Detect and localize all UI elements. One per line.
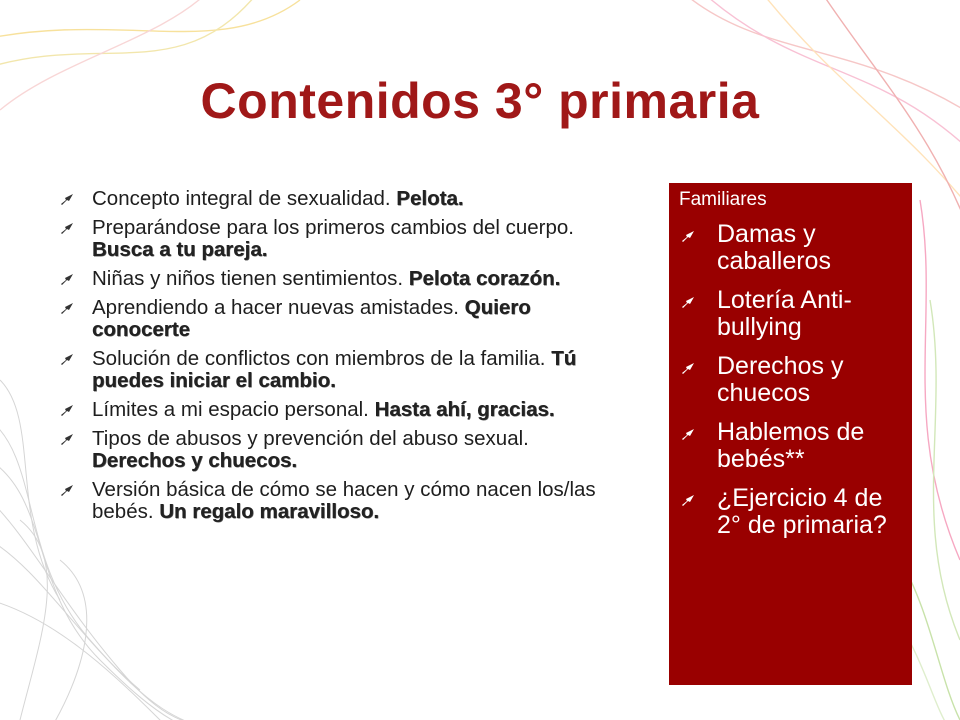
arrow-bullet-icon [681,230,695,242]
content-item [60,217,620,261]
sidebar-item [677,485,907,539]
content-item-text: Preparándose para los primeros cambios del cuerpo. [92,216,575,239]
content-item-activity: Pelota. [396,187,464,210]
sidebar-item [677,221,907,275]
arrow-bullet-icon [60,193,74,205]
content-item-text: Solución de conflictos con miembros de la familia. [92,347,552,370]
arrow-bullet-icon [60,404,74,416]
arrow-bullet-icon [681,494,695,506]
sidebar-item-label: Derechos y chuecos [717,352,844,407]
content-item [60,268,620,290]
sidebar-item [677,419,907,473]
content-item [60,399,620,421]
sidebar-heading: Familiares [679,189,767,210]
arrow-bullet-icon [60,273,74,285]
sidebar-item-label: Lotería Anti-bullying [717,286,852,341]
content-item-activity: Hasta ahí, gracias. [374,398,555,421]
content-list [60,188,620,530]
content-item-text: Tipos de abusos y prevención del abuso sexual. [92,427,529,450]
content-item-text: Niñas y niños tienen sentimientos. [92,267,409,290]
sidebar-item-label: Damas y caballeros [717,220,831,275]
content-item-activity: Busca a tu pareja. [92,238,268,261]
content-item-activity: Un regalo maravilloso. [159,500,380,523]
content-item-activity: Tú puedes iniciar el cambio. [92,347,577,392]
sidebar-panel [669,183,912,685]
content-item-text: Concepto integral de sexualidad. [92,187,397,210]
content-item-text: Límites a mi espacio personal. [92,398,375,421]
arrow-bullet-icon [60,222,74,234]
arrow-bullet-icon [60,484,74,496]
arrow-bullet-icon [681,296,695,308]
content-item [60,348,620,392]
sidebar-item [677,287,907,341]
content-item [60,297,620,341]
arrow-bullet-icon [681,428,695,440]
content-item [60,188,620,210]
content-item-text: Aprendiendo a hacer nuevas amistades. [92,296,465,319]
arrow-bullet-icon [681,362,695,374]
sidebar-list [677,221,907,551]
content-item-activity: Pelota corazón. [408,267,561,290]
page-title: Contenidos 3° primaria [200,73,760,129]
content-item-activity: Derechos y chuecos. [92,449,298,472]
arrow-bullet-icon [60,302,74,314]
content-item [60,428,620,472]
sidebar-item-label: ¿Ejercicio 4 de 2° de primaria? [717,484,887,539]
arrow-bullet-icon [60,433,74,445]
arrow-bullet-icon [60,353,74,365]
sidebar-item-label: Hablemos de bebés** [717,418,865,473]
content-item-activity: Quiero conocerte [92,296,531,341]
content-item-text: Versión básica de cómo se hacen y cómo nacen los/las bebés. [92,478,596,523]
content-item [60,479,620,523]
sidebar-item [677,353,907,407]
